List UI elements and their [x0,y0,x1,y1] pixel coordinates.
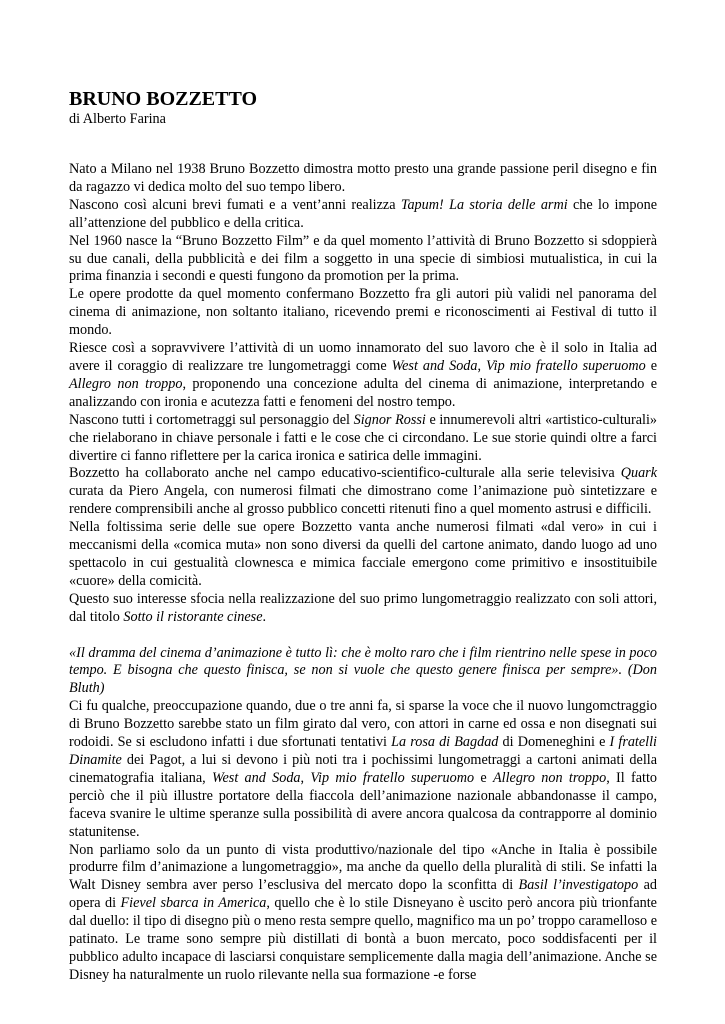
character-name: Signor Rossi [353,411,426,428]
film-title: Vip mio fratello superuomo [310,769,475,786]
paragraph-3: Nel 1960 nasce la “Bruno Bozzetto Film” e da quel momento l’attività di Bruno Bozzetto si sdoppierà su due canali, della pubblicità e dei film a soggetto in una specie di simbiosi mutualistica, in cui la prima finanzia i secondi e questi fungono da promotion per la prima. [69,232,657,285]
film-title: West and Soda [391,357,478,374]
paragraph-1: Nato a Milano nel 1938 Bruno Bozzetto dimostra motto presto una grande passione peril disegno e fin da ragazzo vi dedica molto del suo tempo libero. [69,161,657,195]
author-line: di Alberto Farina [69,111,166,127]
paragraph-2: Nascono così alcuni brevi fumati e a vent’anni realizza Tapum! La storia delle armi che lo impone all’attenzione del pubblico e della critica. [69,196,658,231]
series-title: Quark [620,465,657,482]
paragraph-4: Le opere prodotte da quel momento confermano Bozzetto fra gli autori più validi nel panorama del cinema di animazione, non soltanto italiano, ricevendo premi e riconoscimenti ai Festival di tutto il mondo. [69,286,657,339]
film-title: Sotto il ristorante cinese [123,608,263,625]
film-title: West and Soda [211,769,301,786]
paragraph-8: Nella foltissima serie delle sue opere Bozzetto vanta anche numerosi filmati «dal vero» in cui i meccanismi della «comica muta» non sono diversi da quelli del cartone animato, dando luogo ad uno spettacolo in cui gestualità clownesca e mimica facciale emergono come primitivo e insostituibile «cuore» della comicità. [69,519,657,589]
article-body [69,161,657,985]
paragraph-9: Questo suo interesse sfocia nella realizzazione del suo primo lungometraggio realizzato con soli attori, dal titolo Sotto il ristorante cinese. [69,590,657,625]
film-title: Allegro non troppo [69,375,183,392]
paragraph-5: Riesce così a sopravvivere l’attività di un uomo innamorato del suo lavoro che è il solo in Italia ad avere il coraggio di realizzare tre lungometraggi come West and Soda, Vip mio fratello superuomo e Allegro non troppo, proponendo una concezione adulta del cinema di animazione, interpretando e analizzando con ironia e acutezza fatti e fenomeni del nostro tempo. [69,340,658,410]
paragraph-10: Ci fu qualche, preoccupazione quando, due o tre anni fa, si sparse la voce che il nuovo lungomctraggio di Bruno Bozzetto sarebbe stato un film girato dal vero, con attori in carne ed ossa e non disegnati sui rodoidi. Se si escludono infatti i due sfortunati tentativi La rosa di Bagdad di Domeneghini e I fratelli Dinamite dei Pagot, a lui si devono i più noti tra i pochissimi lungometraggi a cartoni animati della cinematografia italiana, West and Soda, Vip mio fratello superuomo e Allegro non troppo, Il fatto perciò che il più illustre portatore della fiaccola dell’animazione nazionale abbandonasse il campo, faceva svanire le ultime speranze sulla possibilità di avere ancora qualcosa da contrapporre al dominio statunitense. [69,698,658,840]
film-title: I fratelli Dinamite [69,734,657,768]
film-title: Fievel sbarca in America [120,895,267,912]
document-title: BRUNO BOZZETTO [69,88,258,110]
paragraph-gap [69,627,657,645]
film-title: Vip mio fratello superuomo [486,357,646,374]
film-title: La rosa di Bagdad [391,734,499,751]
film-title: Tapum! La storia delle armi [400,196,568,213]
paragraph-11: Non parliamo solo da un punto di vista produttivo/nazionale del tipo «Anche in Italia è possibile produrre film d’animazione a lungometraggio», ma anche da quello della pluralità di stili. Se infatti la Walt Disney sembra aver perso l’esclusiva del mercato dopo la sconfitta di Basil l’investigatopo ad opera di Fievel sbarca in America, quello che è lo stile Disneyano è uscito però ancora più trionfante dal duello: il tipo di disegno più o meno resta sempre quello, magnifico ma un po’ troppo caramelloso e patinato. Le trame sono sempre più distillati di bontà a buon mercato, poco soddisfacenti per il pubblico adulto incapace di lasciarsi conquistare semplicemente dalla magia dell’animazione. Anche se Disney ha naturalmente un ruolo rilevante nella sua formazione -e forse [69,841,657,983]
film-title: Allegro non troppo [492,769,607,786]
paragraph-6: Nascono tutti i cortometraggi sul personaggio del Signor Rossi e innumerevoli altri «artistico-culturali» che rielaborano in chiave personale i fatti e le cose che ci circondano. Le sue storie quindi oltre a farci divertire ci fanno riflettere per la carica ironica e satirica delle immagini. [69,411,657,464]
document-page [69,88,657,985]
quotation: «Il dramma del cinema d’animazione è tutto lì: che è molto raro che i film rientrino nelle spese in poco tempo. E bisogna che questo finisca, se non si vuole che questo genere finisca per sempre». (Don Bluth) [69,644,657,697]
film-title: Basil l’investigatopo [518,877,639,894]
paragraph-7: Bozzetto ha collaborato anche nel campo educativo-scientifico-culturale alla serie televisiva Quark curata da Piero Angela, con numerosi filmati che dimostrano come l’animazione può sintetizzare e rendere comprensibili anche al grosso pubblico concetti ritenuti fino a quel momento astrusi e difficili. [69,465,657,518]
